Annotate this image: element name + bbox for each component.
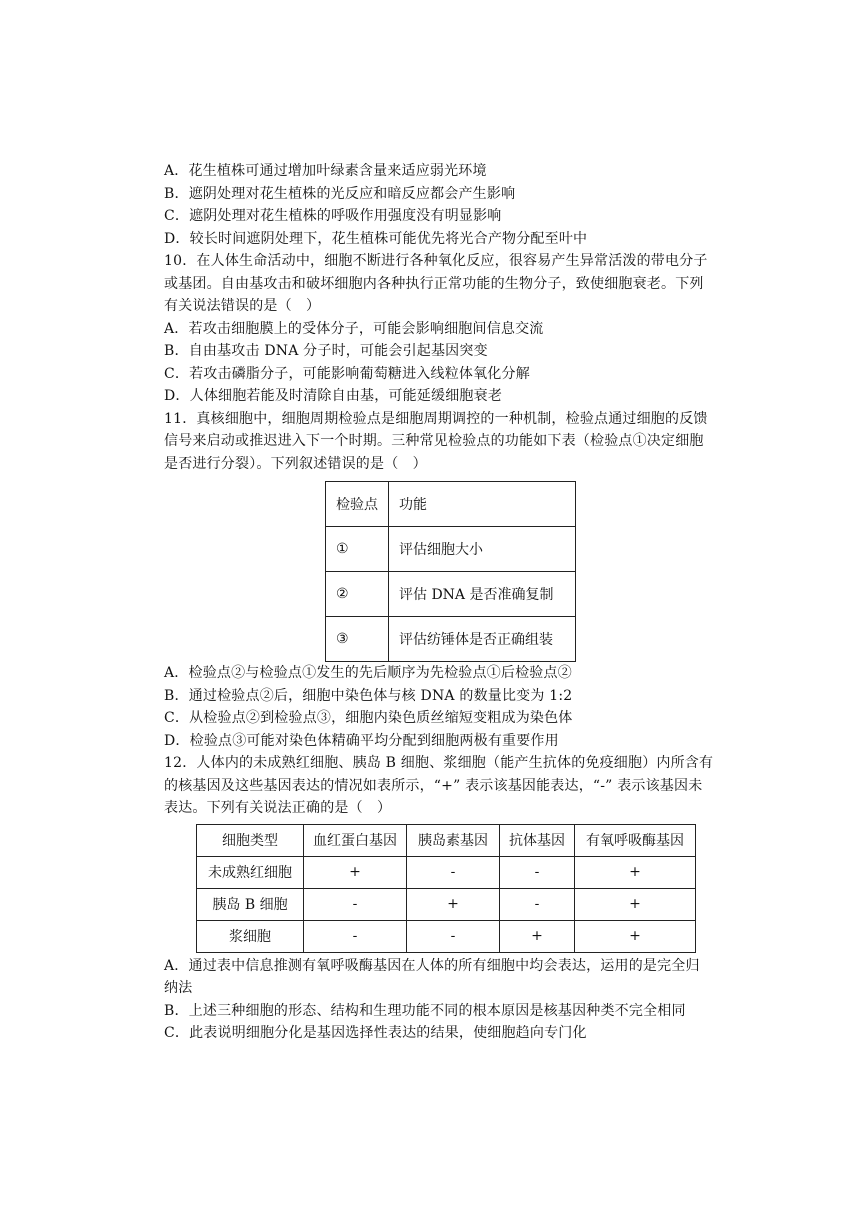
question-9-options	[164, 160, 724, 250]
question-stem-line: 或基团。自由基攻击和破坏细胞内各种执行正常功能的生物分子，致使细胞衰老。下列	[164, 275, 704, 292]
option-a: A．花生植株可通过增加叶绿素含量来适应弱光环境	[164, 163, 487, 179]
table-cell: ②	[326, 572, 389, 617]
table-cell: 评估纺锤体是否正确组装	[389, 617, 576, 662]
table-header-cell: 有氧呼吸酶基因	[575, 824, 696, 856]
option-a: A．检验点②与检验点①发生的先后顺序为先检验点①后检验点②	[164, 665, 572, 681]
table-cell: -	[407, 920, 500, 952]
question-stem-line: 表达。下列有关说法正确的是（ ）	[164, 800, 392, 816]
table-cell: 未成熟红细胞	[197, 856, 304, 888]
question-stem-line: 10．在人体生命活动中，细胞不断进行各种氧化反应，很容易产生异常活泼的带电分子	[164, 253, 708, 269]
checkpoint-table	[325, 481, 576, 662]
table-row	[326, 527, 576, 572]
option-d: D．人体细胞若能及时清除自由基，可能延缓细胞衰老	[164, 388, 503, 404]
table-header-cell: 胰岛素基因	[407, 824, 500, 856]
table-header-cell: 检验点	[326, 482, 389, 527]
table-row	[197, 888, 696, 920]
table-cell: +	[575, 856, 696, 888]
table-cell: 胰岛 B 细胞	[197, 888, 304, 920]
table-row	[197, 856, 696, 888]
table-row	[326, 572, 576, 617]
table-cell: +	[407, 888, 500, 920]
option-b: B．通过检验点②后，细胞中染色体与核 DNA 的数量比变为 1:2	[164, 687, 573, 704]
option-a: A．若攻击细胞膜上的受体分子，可能会影响细胞间信息交流	[164, 320, 544, 337]
table-cell: 浆细胞	[197, 920, 304, 952]
option-c: C．遮阴处理对花生植株的呼吸作用强度没有明显影响	[164, 208, 502, 224]
option-c: C．此表说明细胞分化是基因选择性表达的结果，使细胞趋向专门化	[164, 1025, 587, 1041]
table-row	[326, 617, 576, 662]
option-a-continuation: 纳法	[164, 980, 193, 996]
table-cell: -	[500, 856, 575, 888]
option-d: D．较长时间遮阴处理下，花生植株可能优先将光合产物分配至叶中	[164, 230, 588, 247]
table-cell: 评估 DNA 是否准确复制	[389, 572, 576, 617]
table-header-cell: 血红蛋白基因	[304, 824, 407, 856]
question-stem-line: 12．人体内的未成熟红细胞、胰岛 B 细胞、浆细胞（能产生抗体的免疫细胞）内所含有	[164, 755, 714, 771]
table-header-cell: 抗体基因	[500, 824, 575, 856]
question-11	[164, 408, 724, 753]
question-stem-line: 有关说法错误的是（ ）	[164, 298, 321, 314]
option-b: B．上述三种细胞的形态、结构和生理功能不同的根本原因是核基因种类不完全相同	[164, 1002, 686, 1019]
option-c: C．从检验点②到检验点③，细胞内染色质丝缩短变粗成为染色体	[164, 710, 573, 726]
table-header-row	[326, 482, 576, 527]
table-cell: +	[575, 920, 696, 952]
question-stem-line: 的核基因及这些基因表达的情况如表所示，“+” 表示该基因能表达，“-” 表示该基因未	[164, 777, 703, 794]
option-d: D．检验点③可能对染色体精确平均分配到细胞两极有重要作用	[164, 732, 559, 749]
table-cell: +	[575, 888, 696, 920]
question-stem-line: 11．真核细胞中，细胞周期检验点是细胞周期调控的一种机制，检验点通过细胞的反馈	[164, 410, 708, 427]
option-a: A．通过表中信息推测有氧呼吸酶基因在人体的所有细胞中均会表达，运用的是完全归	[164, 957, 700, 974]
option-b: B．自由基攻击 DNA 分子时，可能会引起基因突变	[164, 343, 488, 359]
table-header-row	[197, 824, 696, 856]
table-header-cell: 细胞类型	[197, 824, 304, 856]
question-12	[164, 752, 724, 1045]
table-cell: +	[304, 856, 407, 888]
option-c: C．若攻击磷脂分子，可能影响葡萄糖进入线粒体氧化分解	[164, 365, 530, 382]
exam-page	[164, 160, 724, 1045]
table-cell: -	[304, 888, 407, 920]
option-b: B．遮阴处理对花生植株的光反应和暗反应都会产生影响	[164, 185, 516, 202]
question-stem-line: 是否进行分裂）。下列叙述错误的是（ ）	[164, 455, 427, 472]
table-cell: 评估细胞大小	[389, 527, 576, 572]
table-cell: ①	[326, 527, 389, 572]
question-10	[164, 250, 724, 408]
question-stem-line: 信号来启动或推迟进入下一个时期。三种常见检验点的功能如下表（检验点①决定细胞	[164, 433, 704, 449]
table-cell: -	[304, 920, 407, 952]
gene-expression-table	[196, 824, 696, 953]
table-cell: -	[500, 888, 575, 920]
table-cell: ③	[326, 617, 389, 662]
table-cell: +	[500, 920, 575, 952]
table-row	[197, 920, 696, 952]
table-cell: -	[407, 856, 500, 888]
table-header-cell: 功能	[389, 482, 576, 527]
